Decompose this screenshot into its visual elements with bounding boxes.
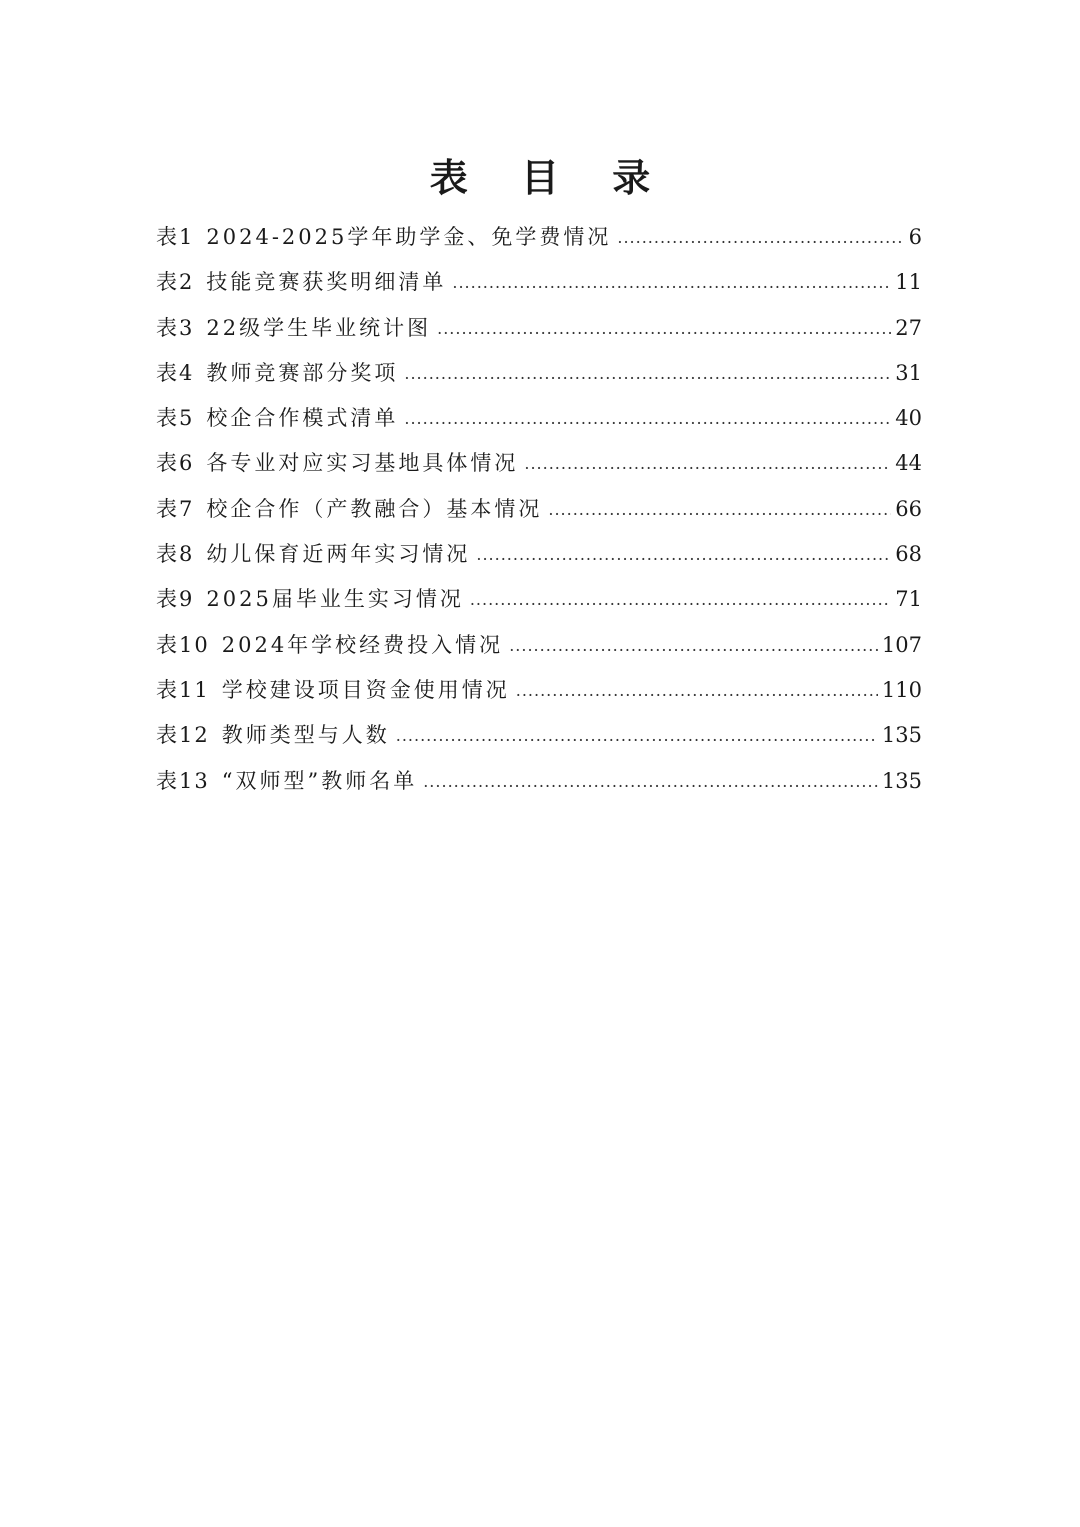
toc-entry[interactable] [156,396,922,441]
toc-entry[interactable] [156,668,922,713]
toc-entry-label: 表10 [156,632,210,657]
toc-entry-page-number: 11 [895,270,922,295]
toc-entry-page-number: 135 [881,768,922,793]
toc-entry-page-number: 44 [895,451,922,476]
toc-entry-title: 2024年学校经费投入情况 [221,632,504,657]
dot-leader [404,351,891,396]
dot-leader [452,260,891,305]
toc-entry-label: 表13 [156,768,210,793]
toc-entry-page-number: 135 [881,723,922,748]
toc-entry-label: 表9 [156,587,195,612]
toc-entry-page-number: 40 [895,406,922,431]
toc-entry-label: 表2 [156,270,195,295]
toc-entry-title: 幼儿保育近两年实习情况 [206,542,471,567]
toc-entry-label: 表4 [156,360,195,385]
toc-entry-title: 2025届毕业生实习情况 [206,587,464,612]
toc-entry-label: 表3 [156,315,195,340]
toc-entry[interactable] [156,532,922,577]
toc-entry-title: 校企合作模式清单 [206,406,399,431]
toc-entry-label: 表1 [156,225,195,249]
toc-entry[interactable] [156,441,922,486]
toc-entry-page-number: 110 [881,677,922,702]
toc-entry-title: 2024-2025学年助学金、免学费情况 [206,225,612,249]
toc-entry-page-number: 31 [895,360,922,385]
toc-entry[interactable] [156,487,922,532]
toc-entry[interactable] [156,351,922,396]
toc-entry-page-number: 71 [895,587,922,612]
dot-leader [396,713,878,758]
dot-leader [524,441,891,486]
toc-entry-page-number: 27 [895,315,922,340]
dot-leader [548,487,891,532]
toc-entry-label: 表8 [156,542,195,567]
dot-leader [404,396,891,441]
toc-entry-label: 表5 [156,406,195,431]
dot-leader [516,668,878,713]
toc-entry-title: 校企合作（产教融合）基本情况 [206,496,543,521]
toc-entry-label: 表6 [156,451,195,476]
dot-leader [437,306,891,351]
dot-leader [423,759,878,804]
toc-entry-label: 表12 [156,723,210,748]
toc-entry-title: 22级学生毕业统计图 [206,315,432,340]
toc-entry[interactable] [156,713,922,758]
toc-entry-label: 表7 [156,496,195,521]
toc-entry-page-number: 66 [895,496,922,521]
dot-leader [476,532,891,577]
table-of-contents [156,215,922,804]
toc-entry-title: 学校建设项目资金使用情况 [221,677,510,702]
toc-entry-title: 教师竞赛部分奖项 [206,360,399,385]
dot-leader [509,623,878,668]
toc-entry[interactable] [156,623,922,668]
toc-entry[interactable] [156,577,922,622]
toc-entry-label: 表11 [156,677,210,702]
toc-entry[interactable] [156,215,922,260]
toc-entry-title: 技能竞赛获奖明细清单 [206,270,447,295]
toc-entry-page-number: 68 [895,542,922,567]
toc-entry[interactable] [156,260,922,305]
toc-entry-title: 教师类型与人数 [221,723,390,748]
dot-leader [617,215,904,260]
toc-entry[interactable] [156,759,922,804]
toc-entry-title: “双师型”教师名单 [221,768,418,793]
toc-entry-page-number: 6 [908,225,922,249]
toc-entry[interactable] [156,306,922,351]
toc-entry-title: 各专业对应实习基地具体情况 [206,451,519,476]
toc-entry-page-number: 107 [881,632,922,657]
dot-leader [470,577,891,622]
page-title: 表 目 录 [429,156,671,201]
